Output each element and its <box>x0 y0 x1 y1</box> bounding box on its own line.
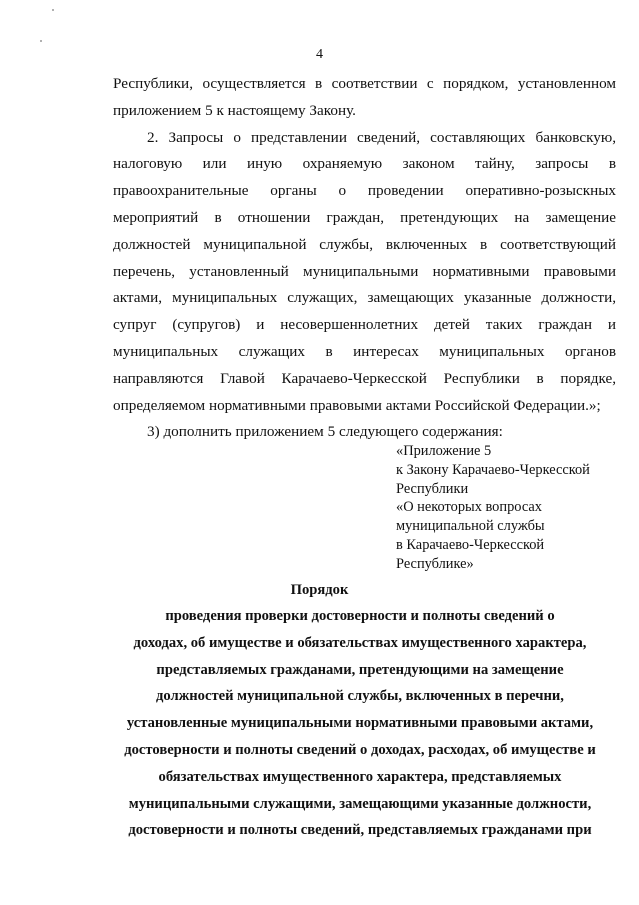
text-line: налоговую или иную охраняемую законом тайну, запросы в <box>113 155 616 173</box>
scan-speck <box>40 40 42 42</box>
text-line: мероприятий в отношении граждан, претендующих на замещение <box>113 208 616 226</box>
subheading-line: обязательствах имущественного характера, представляемых <box>158 768 562 785</box>
appendix-note <box>396 442 590 574</box>
subheading-line: муниципальными служащими, замещающими указанные должности, <box>128 795 592 812</box>
subheading-line: доходах, об имуществе и обязательствах имущественного характера, <box>133 634 587 651</box>
body-text <box>113 71 616 446</box>
appendix-line: Республики <box>396 480 469 497</box>
appendix-line: к Закону Карачаево-Черкесской <box>396 461 590 478</box>
subheading-line: представляемых гражданами, претендующими на замещение <box>156 661 564 678</box>
text-line: должностей муниципальной службы, включенных в соответствующий <box>113 235 616 253</box>
text-line: 2. Запросы о представлении сведений, составляющих банковскую, <box>147 128 616 146</box>
subheading-line: установленные муниципальными нормативными правовыми актами, <box>126 715 594 732</box>
subheading-line: проведения проверки достоверности и полноты сведений о <box>165 608 555 624</box>
section-heading: Порядок <box>290 582 349 598</box>
text-line: муниципальных служащих в интересах муниципальных органов <box>113 342 616 360</box>
appendix-line: Республике» <box>396 555 474 572</box>
text-line: определяемом нормативными правовыми актами Российской Федерации.»; <box>113 396 601 414</box>
subheading-line: должностей муниципальной службы, включенных в перечни, <box>156 688 564 705</box>
scan-speck <box>52 9 54 11</box>
text-line: актами, муниципальных служащих, замещающих указанные должности, <box>113 289 616 307</box>
text-line: приложением 5 к настоящему Закону. <box>113 101 356 119</box>
text-line: супруг (супругов) и несовершеннолетних детей таких граждан и <box>113 316 616 334</box>
page-number: 4 <box>316 47 323 62</box>
subheading-line: достоверности и полноты сведений о доходах, расходах, об имуществе и <box>124 741 596 758</box>
text-line: Республики, осуществляется в соответствии с порядком, установленном <box>113 75 616 92</box>
text-line: правоохранительные органы о проведении оперативно-розыскных <box>113 182 616 200</box>
section-subheading <box>100 603 620 844</box>
subheading-line: достоверности и полноты сведений, представляемых гражданами при <box>128 822 592 839</box>
appendix-line: «Приложение 5 <box>396 443 492 459</box>
appendix-line: в Карачаево-Черкесской <box>396 536 545 553</box>
text-line: 3) дополнить приложением 5 следующего содержания: <box>147 423 503 441</box>
text-line: направляются Главой Карачаево-Черкесской Республики в порядке, <box>113 369 616 387</box>
text-line: перечень, установленный муниципальными нормативными правовыми <box>113 262 616 280</box>
appendix-line: муниципальной службы <box>396 518 545 535</box>
appendix-line: «О некоторых вопросах <box>396 499 542 516</box>
